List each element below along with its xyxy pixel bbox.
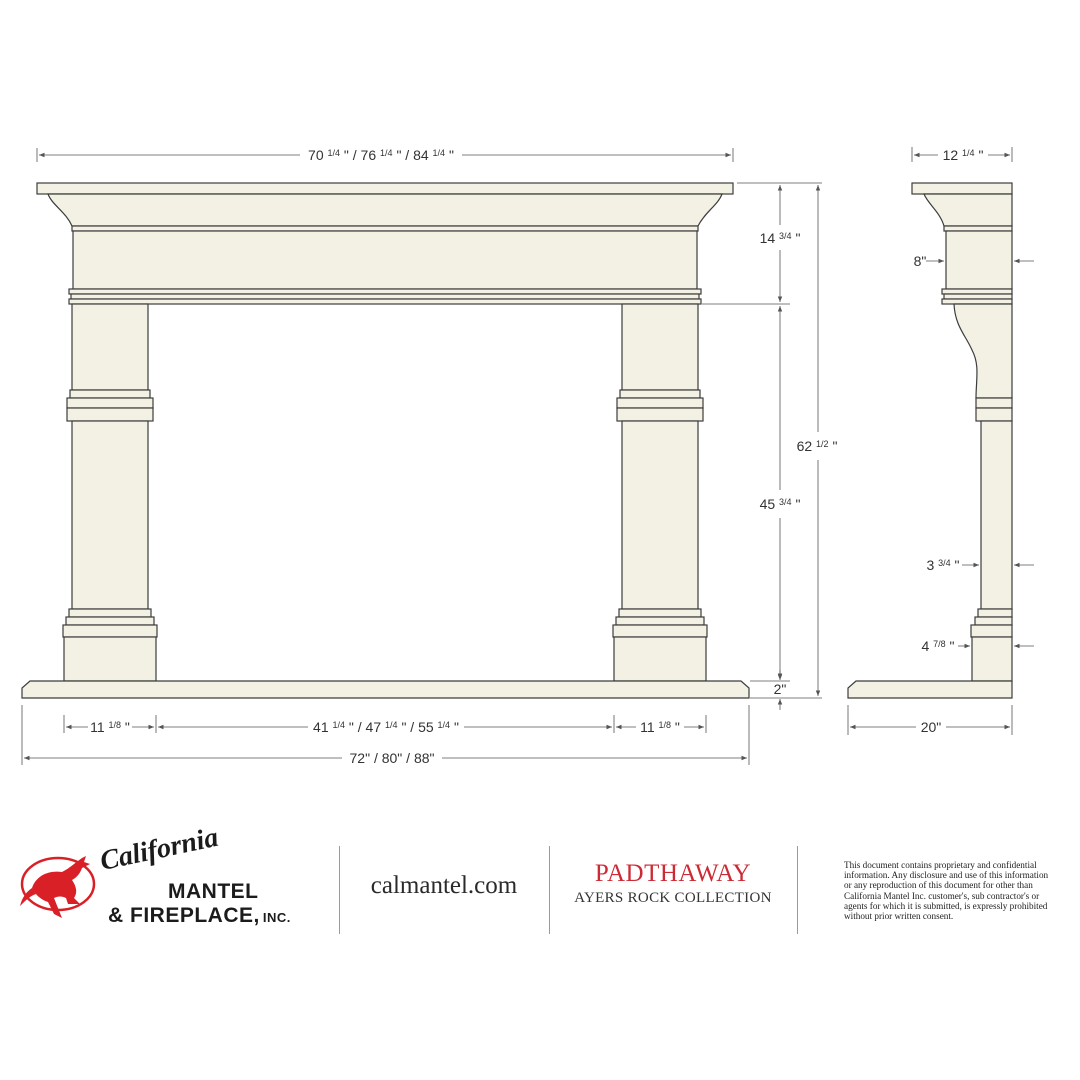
hearth-base	[22, 681, 749, 698]
left-leg	[63, 304, 157, 681]
logo-line-mantel: MANTEL	[168, 880, 259, 903]
disclaimer-line: This document contains proprietary and confidential	[844, 860, 1037, 870]
dim-leg-width-left: 11 $^{1/8}$ "	[90, 719, 130, 735]
dim-leg-width-right: 11 $^{1/8}$ "	[640, 719, 680, 735]
logo-inc-text: INC.	[262, 910, 291, 925]
frieze-panel	[73, 231, 697, 289]
dim-base-depth: 20"	[920, 719, 942, 735]
kangaroo-logo-icon	[18, 848, 106, 922]
dim-opening-width: 41 $^{1/4}$ " / 47 $^{1/4}$ " / 55 $^{1/4}$ "	[313, 719, 459, 735]
collection-name: AYERS ROCK COLLECTION	[574, 890, 772, 906]
dim-hearth-height: 2"	[773, 681, 787, 697]
cornice-cove	[48, 194, 722, 226]
side-elevation	[848, 183, 1012, 698]
website-link[interactable]: calmantel.com	[370, 872, 518, 899]
front-elevation	[22, 183, 749, 698]
side-corbel	[954, 304, 1012, 398]
confidentiality-notice	[844, 860, 1080, 921]
disclaimer-line: California Mantel Inc. customer's, sub contractor's or	[844, 890, 1040, 901]
dim-leg-depth: 3 $^{3/4}$ "	[926, 557, 960, 573]
logo-fireplace-text: & FIREPLACE,	[108, 904, 260, 927]
disclaimer-line: information. Any disclosure and use of this information	[844, 870, 1049, 881]
dim-opening-height: 45 $^{3/4}$ "	[759, 496, 801, 512]
disclaimer-line: without prior written consent.	[844, 911, 954, 922]
dim-frieze-depth: 8"	[913, 253, 927, 269]
product-name: PADTHAWAY	[594, 860, 752, 887]
dim-overall-top-width: 70 $^{1/4}$ " / 76 $^{1/4}$ " / 84 $^{1/4}$ "	[308, 147, 454, 163]
side-leg	[981, 421, 1012, 609]
logo-script-text: California	[97, 821, 221, 878]
mantel-shelf	[37, 183, 733, 194]
dim-shelf-depth: 12 $^{1/4}$ "	[942, 147, 984, 163]
disclaimer-line: or any reproduction of this document for other than	[844, 880, 1033, 891]
divider	[797, 846, 798, 934]
right-leg	[613, 304, 707, 681]
side-frieze	[946, 231, 1012, 289]
disclaimer-line: agents for which it is submitted, is expressly prohibited	[844, 900, 1048, 911]
title-block	[0, 821, 1080, 950]
logo-line-fireplace	[108, 904, 291, 928]
side-shelf	[912, 183, 1012, 194]
side-hearth	[848, 681, 1012, 698]
dim-overall-height: 62 $^{1/2}$ "	[796, 438, 838, 454]
dim-overall-base-width: 72" / 80" / 88"	[349, 750, 435, 766]
company-logo	[18, 821, 328, 932]
dim-frieze-height: 14 $^{3/4}$ "	[759, 230, 801, 246]
dim-plinth-depth: 4 $^{7/8}$ "	[921, 638, 955, 654]
